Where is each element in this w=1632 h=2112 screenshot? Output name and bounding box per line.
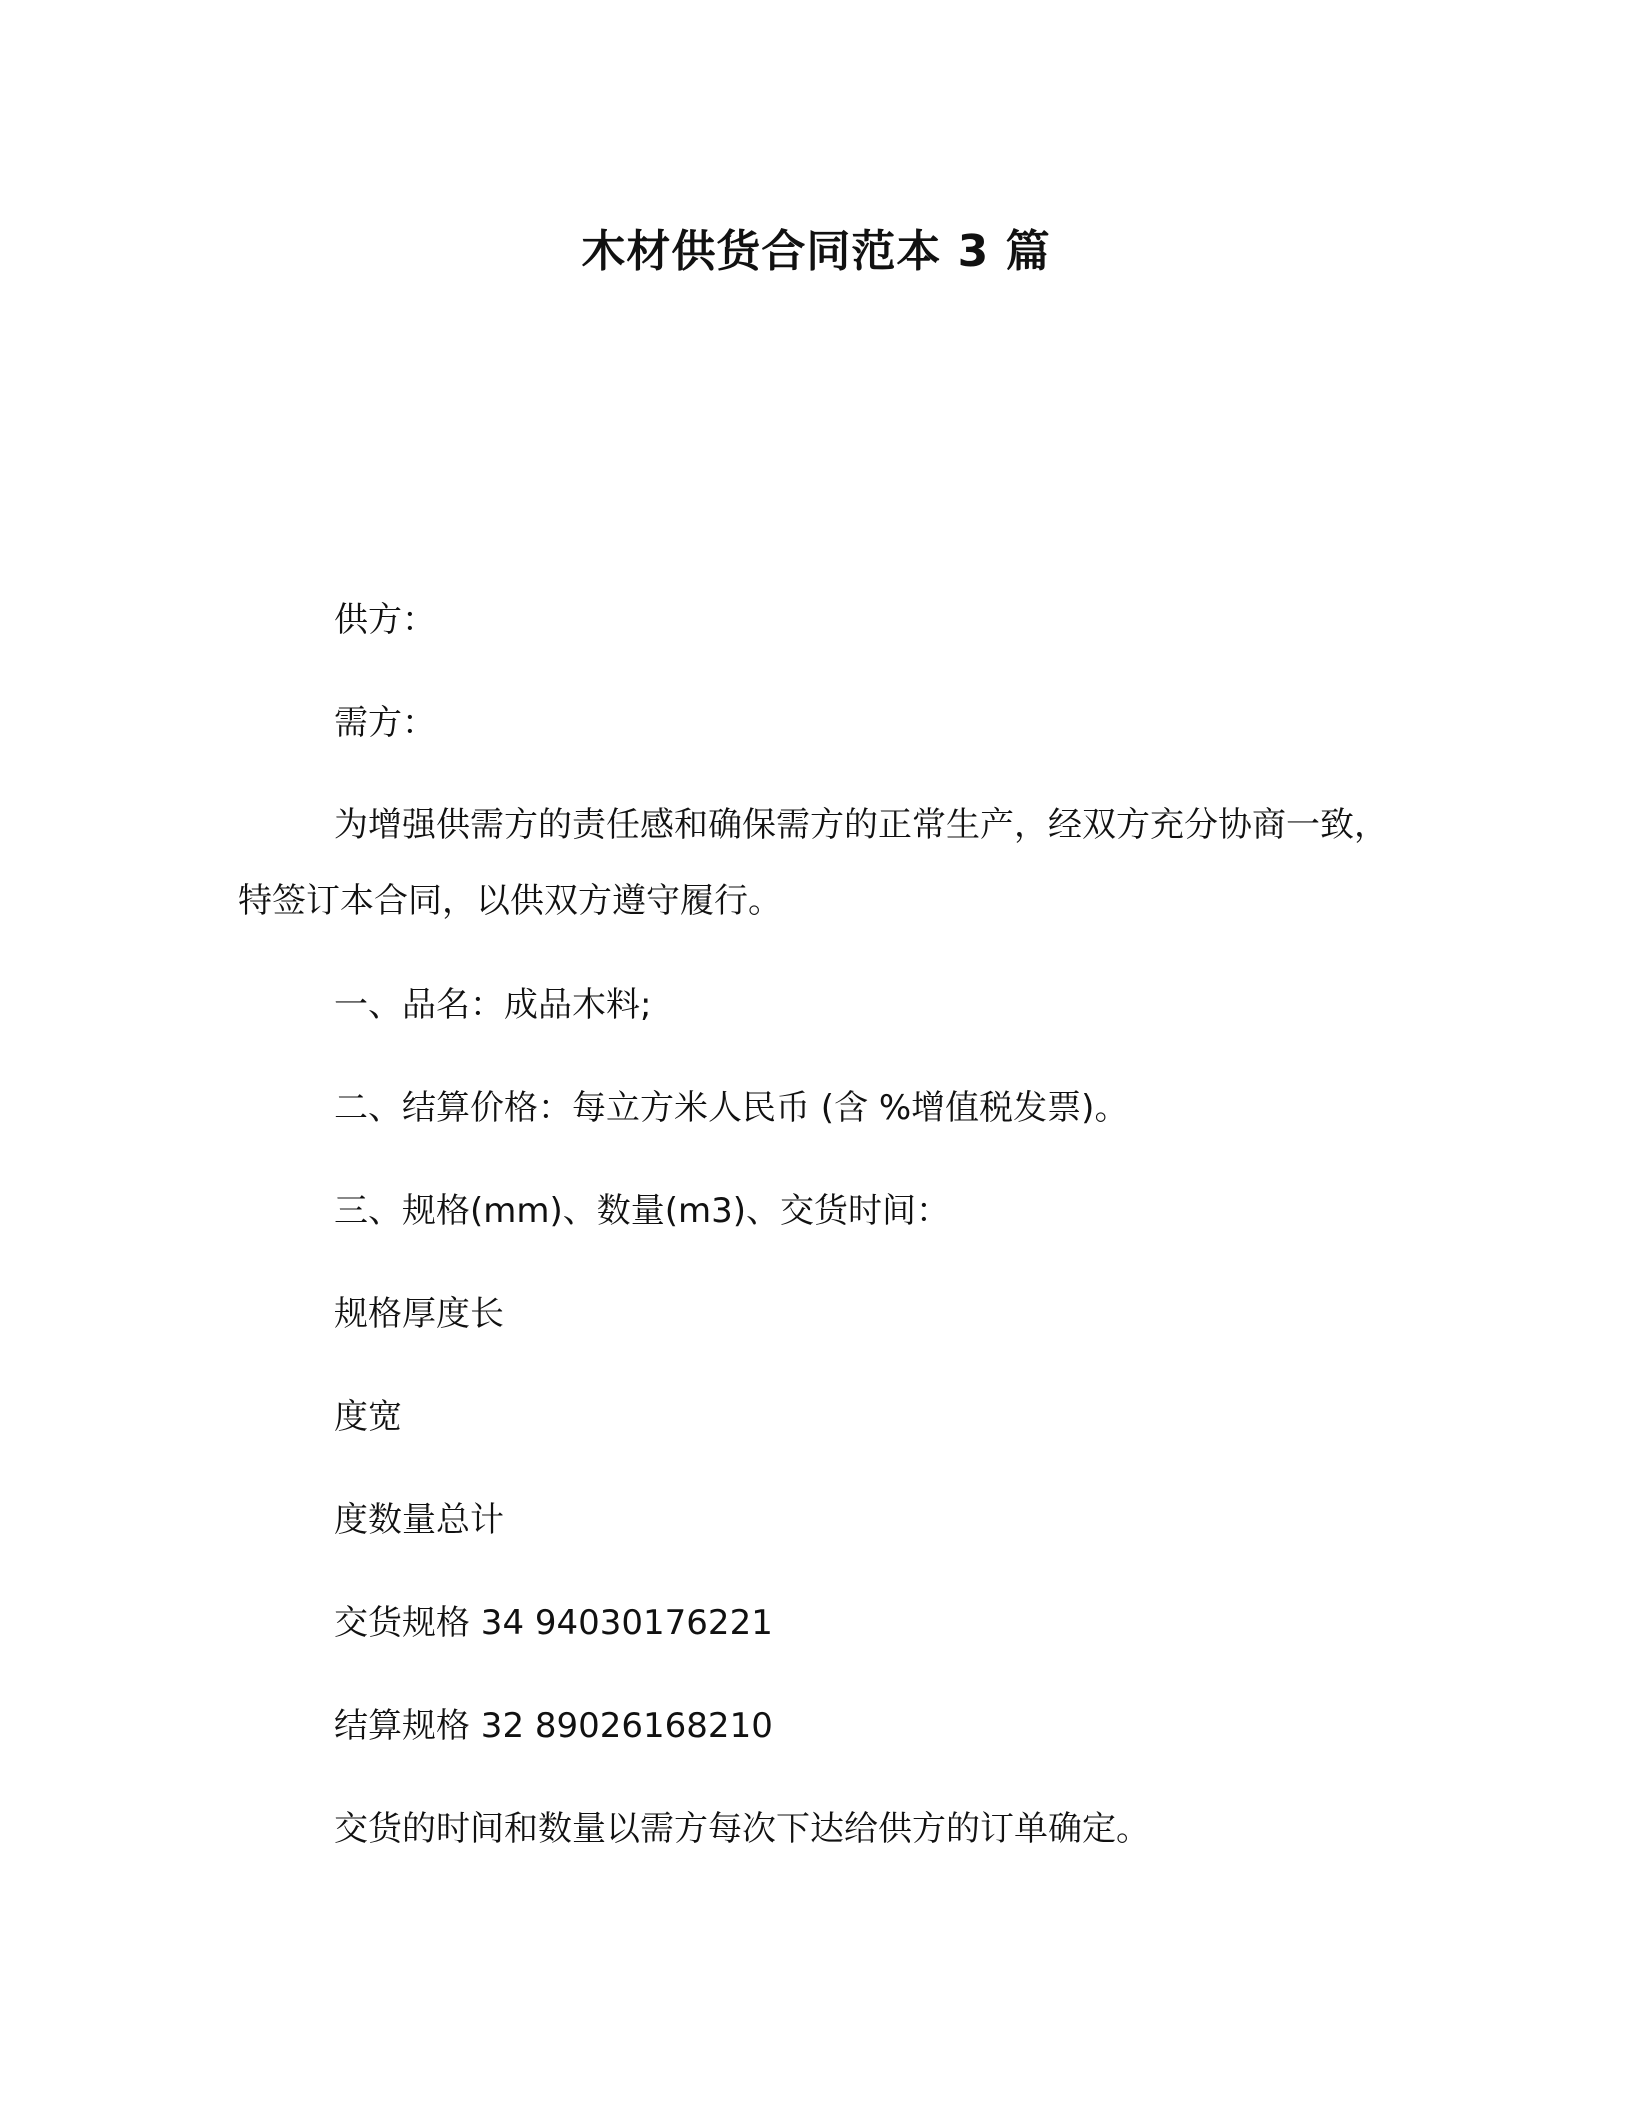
delivery-note: 交货的时间和数量以需方每次下达给供方的订单确定。 <box>334 1809 1150 1849</box>
supplier-label: 供方： <box>334 600 436 640</box>
spec-line-2: 度宽 <box>334 1397 402 1437</box>
clause-1: 一、品名：成品木料; <box>334 985 652 1025</box>
buyer-label: 需方： <box>334 703 436 743</box>
spec-line-1: 规格厚度长 <box>334 1294 504 1334</box>
delivery-spec: 交货规格 34 94030176221 <box>334 1603 773 1643</box>
clause-3: 三、规格(mm)、数量(m3)、交货时间： <box>334 1191 951 1231</box>
spec-line-3: 度数量总计 <box>334 1500 504 1540</box>
settlement-spec: 结算规格 32 89026168210 <box>334 1706 773 1746</box>
intro-paragraph: 为增强供需方的责任感和确保需方的正常生产，经双方充分协商一致，特签订本合同，以供双方遵守履行。 <box>238 805 1388 921</box>
document-title: 木材供货合同范本 3 篇 <box>581 226 1051 277</box>
clause-2: 二、结算价格：每立方米人民币 (含 %增值税发票)。 <box>334 1088 1129 1128</box>
